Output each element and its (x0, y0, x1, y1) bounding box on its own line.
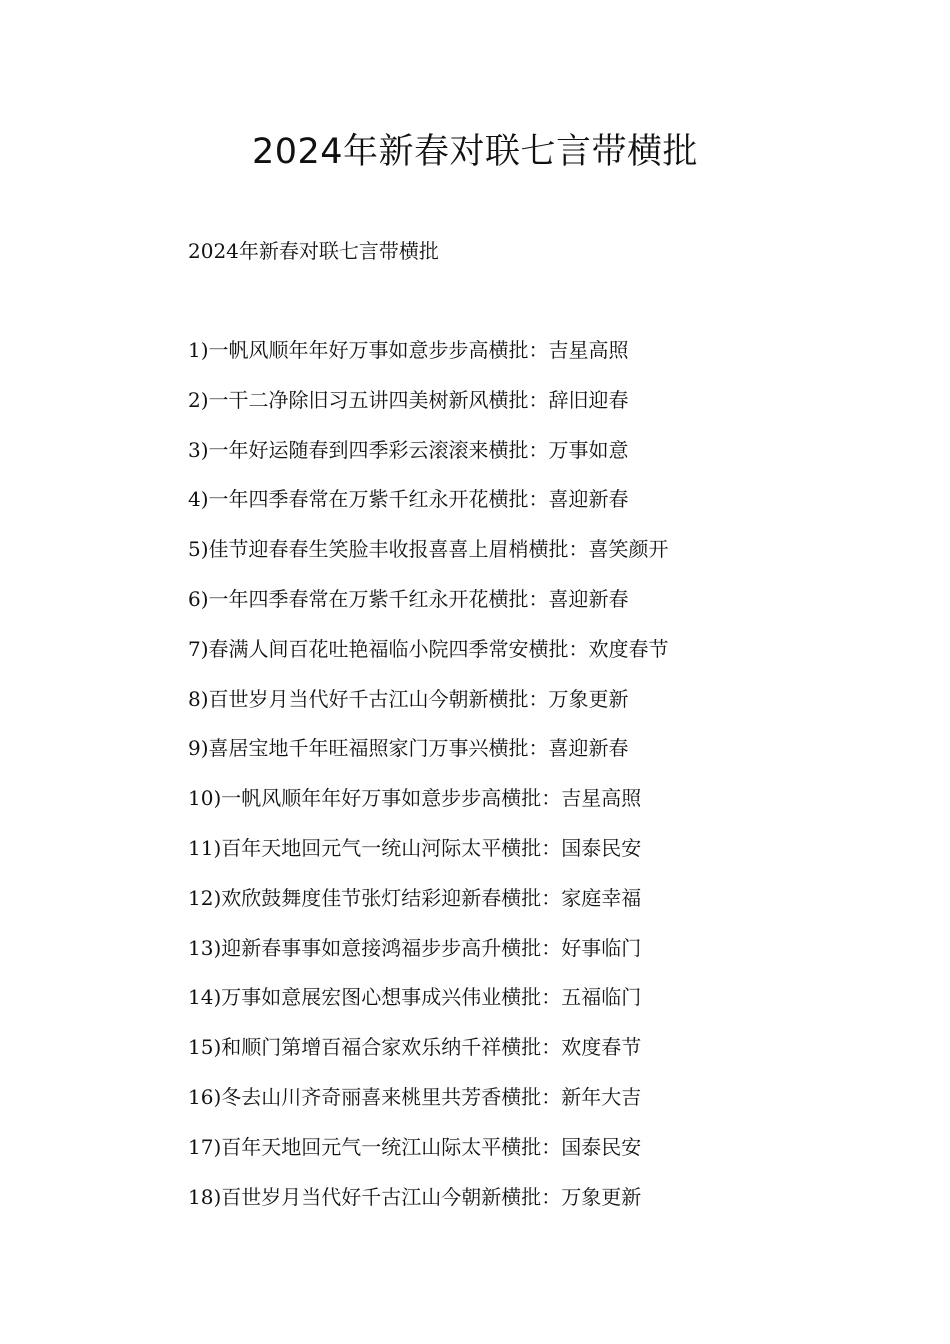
document-subtitle: 2024年新春对联七言带横批 (188, 239, 439, 263)
couplet-item: 4)一年四季春常在万紫千红永开花横批：喜迎新春 (188, 487, 629, 512)
couplet-item: 7)春满人间百花吐艳福临小院四季常安横批：欢度春节 (188, 636, 669, 661)
couplet-item: 11)百年天地回元气一统山河际太平横批：国泰民安 (188, 835, 642, 860)
couplet-item: 16)冬去山川齐奇丽喜来桃里共芳香横批：新年大吉 (188, 1084, 642, 1109)
couplet-list (188, 335, 669, 1231)
couplet-item: 3)一年好运随春到四季彩云滚滚来横批：万事如意 (188, 437, 629, 462)
document-title: 2024年新春对联七言带横批 (251, 132, 699, 172)
couplet-item: 8)百世岁月当代好千古江山今朝新横批：万象更新 (188, 686, 629, 711)
couplet-item: 13)迎新春事事如意接鸿福步步高升横批：好事临门 (188, 935, 642, 960)
couplet-item: 17)百年天地回元气一统江山际太平横批：国泰民安 (188, 1134, 642, 1159)
couplet-item: 6)一年四季春常在万紫千红永开花横批：喜迎新春 (188, 586, 629, 611)
couplet-item: 15)和顺门第增百福合家欢乐纳千祥横批：欢度春节 (188, 1035, 642, 1060)
couplet-item: 14)万事如意展宏图心想事成兴伟业横批：五福临门 (188, 985, 642, 1010)
couplet-item: 18)百世岁月当代好千古江山今朝新横批：万象更新 (188, 1184, 642, 1209)
couplet-item: 1)一帆风顺年年好万事如意步步高横批：吉星高照 (188, 338, 629, 362)
couplet-item: 10)一帆风顺年年好万事如意步步高横批：吉星高照 (188, 786, 642, 811)
couplet-item: 12)欢欣鼓舞度佳节张灯结彩迎新春横批：家庭幸福 (188, 885, 642, 910)
couplet-item: 9)喜居宝地千年旺福照家门万事兴横批：喜迎新春 (188, 736, 629, 761)
couplet-item: 5)佳节迎春春生笑脸丰收报喜喜上眉梢横批：喜笑颜开 (188, 537, 669, 562)
couplet-item: 2)一干二净除旧习五讲四美树新风横批：辞旧迎春 (188, 387, 629, 412)
